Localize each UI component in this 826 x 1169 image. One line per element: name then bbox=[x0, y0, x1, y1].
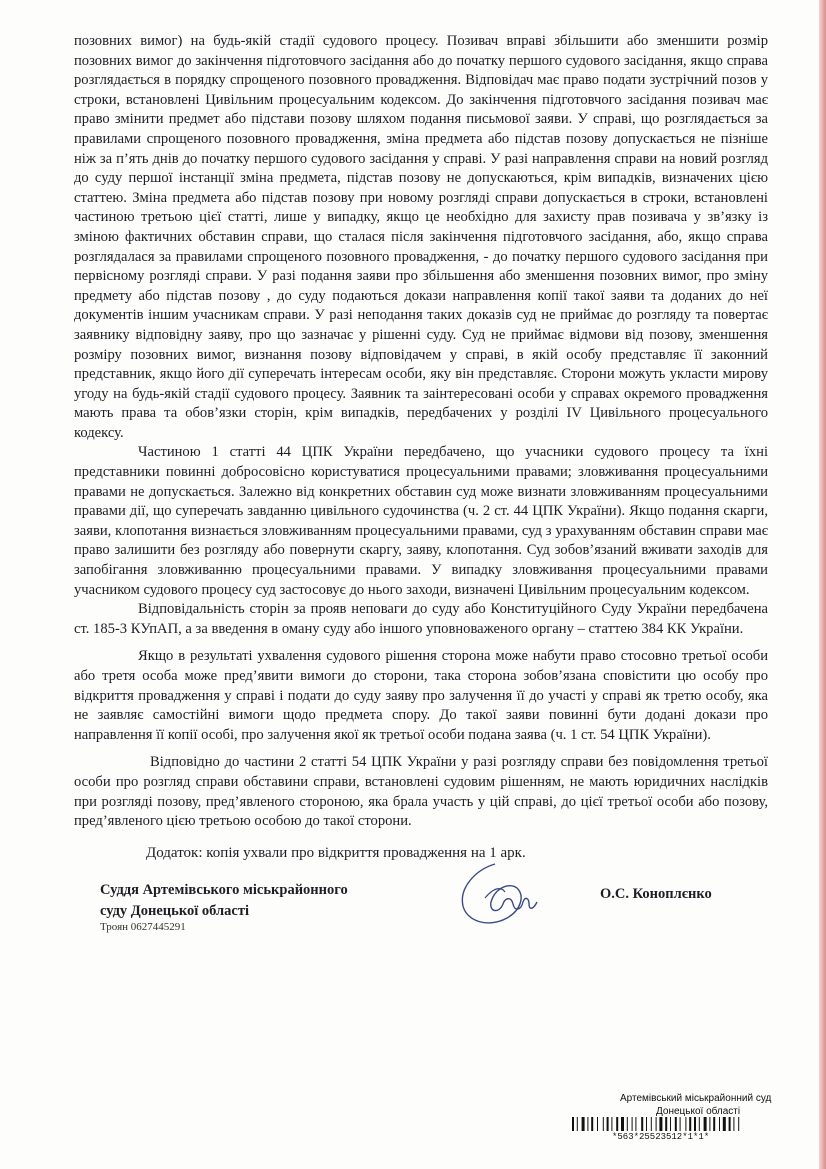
judge-title bbox=[100, 880, 348, 922]
judge-title-line1: Суддя Артемівського міськрайонного bbox=[100, 882, 348, 898]
paragraph-4: Якщо в результаті ухвалення судового рішення сторона може набути право стосовно третьої особи або третя особа може пред’явити вимоги до сторони, така сторона зобов’язана сповістити цю особу про відкриття провадження у справі і подати до суду заяву про залучення її до участі у справі як третю особу, яка не заявляє самостійні вимоги щодо предмета спору. До такої заяви повинні бути додані докази про направлення її копії особі, про залучення якої як третьої особи подана заява (ч. 1 ст. 54 ЦПК України). bbox=[74, 648, 768, 743]
paragraph-2: Частиною 1 статті 44 ЦПК України передбачено, що учасники судового процесу та їхні представники повинні добросовісно користуватися процесуальними правами; зловживання процесуальними правами не допускається. Залежно від конкретних обставин суд може визнати зловживанням процесуальними правами дії, що суперечать завданню цивільного судочинства (ч. 2 ст. 44 ЦПК України). Якщо подання скарги, заяви, клопотання визнається зловживанням процесуальними правами, суд з урахуванням обставин справи має право залишити без розгляду або повернути скаргу, заяву, клопотання. Суд зобов’язаний вживати заходів для запобігання зловживанню процесуальними правами. У випадку зловживання процесуальними правами учасником судового процесу суд застосовує до нього заходи, визначені Цивільним процесуальним кодексом. bbox=[74, 444, 768, 598]
stamp-court: Артемівський міськрайонний суд bbox=[620, 1093, 772, 1104]
clerk-contact: Троян 0627445291 bbox=[100, 921, 186, 933]
paragraph-1: позовних вимог) на будь-якій стадії судового процесу. Позивач вправі збільшити або зменшити розмір позовних вимог до закінчення підготовчого засідання або до початку першого судового засідання, якщо справа розглядається в порядку спрощеного позовного провадження. Відповідач має право подати зустрічний позов у строки, встановлені Цивільним процесуальним кодексом. До закінчення підготовчого засідання позивач має право змінити предмет або підстави позову шляхом подання письмової заяви. У справі, що розглядається за правилами спрощеного позовного провадження, зміна предмета або підстав позову допускається не пізніше ніж за п’ять днів до початку першого судового засідання у справі. У разі направлення справи на новий розгляд до суду першої інстанції зміна предмета, підстав позову не допускаються, крім випадків, визначених цією статтею. Зміна предмета або підстав позову при новому розгляді справи допускається в строки, встановлені частиною третьою цієї статті, лише у випадку, якщо це необхідно для захисту прав позивача у зв’язку із зміною фактичних обставин справи, що сталася після закінчення підготовчого засідання, або, якщо справа розглядалася за правилами спрощеного позовного провадження, - до початку першого судового засідання при первісному розгляді справи. У разі подання заяви про збільшення або зменшення позовних вимог, про зміну предмету або підстав позову , до суду подаються докази направлення копії такої заяви та доданих до неї документів іншим учасникам справи. У разі неподання таких доказів суд не приймає до розгляду та повертає заявнику відповідну заяву, про що зазначає у рішенні суду. Суд не приймає відмови від позову, зменшення розміру позовних вимог, визнання позову відповідачем у справі, в якій особу представляє її законний представник, якщо його дії суперечать інтересам особи, яку він представляє. Сторони можуть укласти мирову угоду на будь-якій стадії судового процесу. Заявник та заінтересовані особи у справах окремого провадження мають права та обов’язки сторін, крім випадків, передбачених у розділі IV Цивільного процесуального кодексу. bbox=[74, 33, 768, 441]
scan-edge bbox=[819, 0, 826, 1169]
judge-name: О.С. Коноплєнко bbox=[600, 886, 712, 902]
barcode-number: *563*25523512*1*1* bbox=[612, 1132, 710, 1142]
paragraph-3: Відповідальність сторін за прояв неповаги до суду або Конституційного Суду України передбачена ст. 185-3 КУпАП, а за введення в оману суду або іншого уповноваженого органу – статтею 384 КК України. bbox=[74, 601, 768, 637]
paragraph-5: Відповідно до частини 2 статті 54 ЦПК України у разі розгляду справи без повідомлення третьої особи про розгляд справи обставини справи, встановлені судовим рішенням, не мають юридичних наслідків при розгляді позову, пред’явленого стороною, яка брала участь у цій справі, до цієї третьої особи або позову, пред’явленого цією третьою особою до такої сторони. bbox=[74, 754, 768, 830]
barcode bbox=[572, 1117, 778, 1131]
judge-title-line2: суду Донецької області bbox=[100, 903, 250, 919]
signature-mark bbox=[455, 858, 545, 933]
stamp-region: Донецької області bbox=[656, 1106, 741, 1117]
document-body bbox=[74, 32, 768, 832]
attachment-note: Додаток: копія ухвали про відкриття провадження на 1 арк. bbox=[146, 845, 526, 861]
